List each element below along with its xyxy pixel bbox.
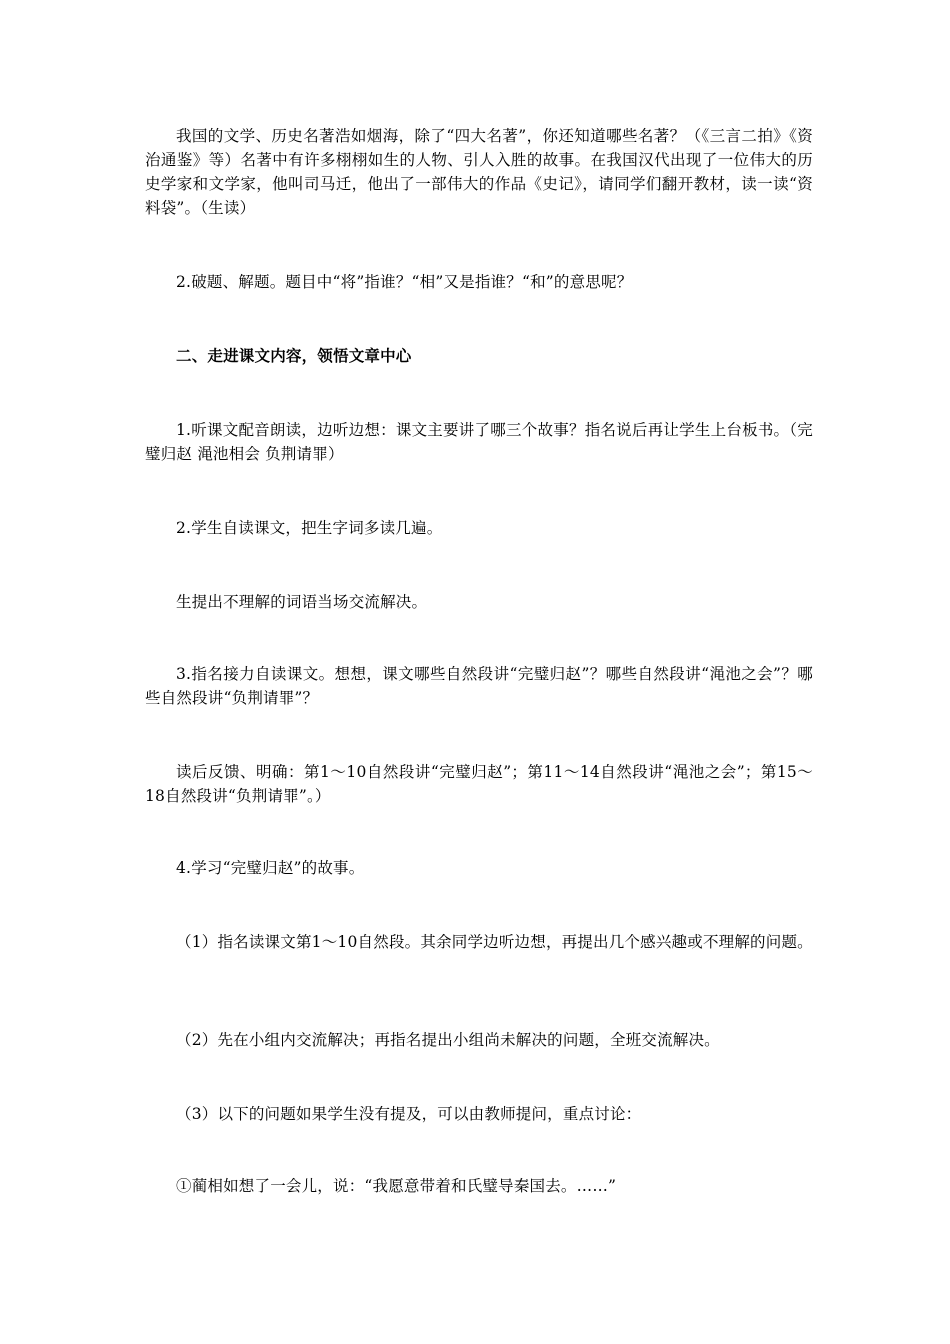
paragraph-step-3: （3）以下的问题如果学生没有提及，可以由教师提问，重点讨论： xyxy=(176,1105,642,1123)
paragraph-listen-reading: 1.听课文配音朗读，边听边想：课文主要讲了哪三个故事？指名说后再让学生上台板书。（完璧归赵 渑池相会 负荆请罪） xyxy=(145,421,813,463)
paragraph-discuss-words: 生提出不理解的词语当场交流解决。 xyxy=(176,593,428,611)
paragraph-step-2: （2）先在小组内交流解决；再指名提出小组尚未解决的问题，全班交流解决。 xyxy=(176,1031,720,1049)
paragraph-question-1: ①蔺相如想了一会儿，说：“我愿意带着和氏璧导秦国去。……” xyxy=(176,1177,617,1195)
paragraph-step-1: （1）指名读课文第1～10自然段。其余同学边听边想，再提出几个感兴趣或不理解的问题。 xyxy=(176,933,813,951)
paragraph-study-story: 4.学习“完璧归赵”的故事。 xyxy=(176,859,365,877)
paragraph-intro: 我国的文学、历史名著浩如烟海，除了“四大名著”，你还知道哪些名著？（《三言二拍》《资治通鉴》等）名著中有许多栩栩如生的人物、引人入胜的故事。在我国汉代出现了一位伟大的历史学家和文学家，他叫司马迁，他出了一部伟大的作品《史记》，请同学们翻开教材，读一读“资料袋”。（生读） xyxy=(145,127,813,217)
paragraph-relay-reading: 3.指名接力自读课文。想想，课文哪些自然段讲“完璧归赵”？哪些自然段讲“渑池之会”？哪些自然段讲“负荆请罪”？ xyxy=(145,665,813,707)
paragraph-title-analysis: 2.破题、解题。题目中“将”指谁？“相”又是指谁？“和”的意思呢？ xyxy=(176,273,633,291)
section-heading-2: 二、走进课文内容，领悟文章中心 xyxy=(176,346,412,365)
paragraph-feedback: 读后反馈、明确：第1～10自然段讲“完璧归赵”；第11～14自然段讲“渑池之会”；第15～18自然段讲“负荆请罪”。） xyxy=(145,763,813,805)
paragraph-self-reading: 2.学生自读课文，把生字词多读几遍。 xyxy=(176,519,443,537)
